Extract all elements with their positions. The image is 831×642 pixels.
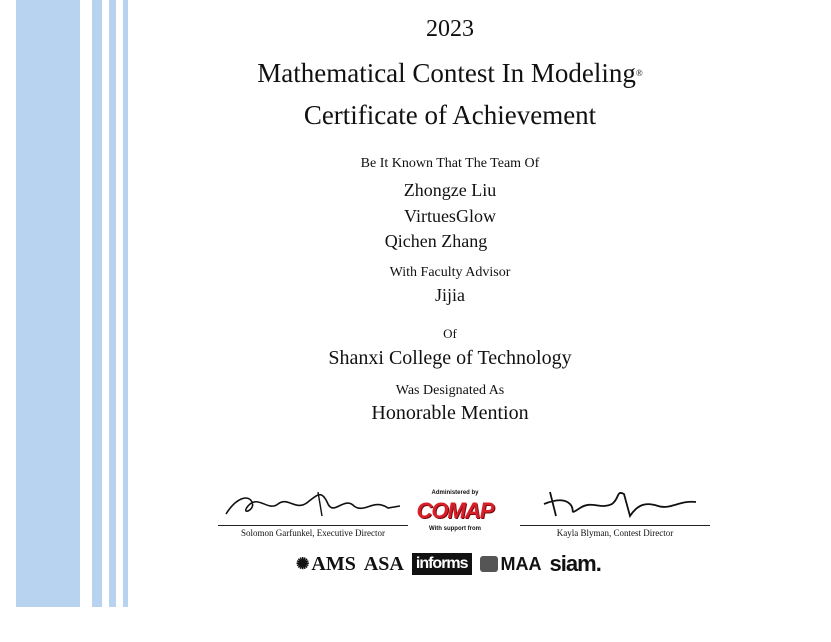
comap-block (412, 490, 498, 532)
intro-text: Be It Known That The Team Of (360, 156, 540, 171)
contest-title-text: Mathematical Contest In Modeling (257, 58, 636, 88)
support-label: With support from (429, 526, 481, 532)
ams-logo (296, 553, 356, 576)
handwritten-signature-icon (218, 486, 408, 520)
maa-text: MAA (500, 553, 542, 574)
administered-by-label: Administered by (431, 490, 479, 496)
team-members (150, 0, 750, 260)
of-label: Of (443, 326, 457, 341)
stripe-narrow (109, 0, 116, 607)
ams-text: AMS (311, 552, 356, 575)
signature-caption: Kayla Blyman, Contest Director (556, 528, 674, 538)
advisor-name: Jijia (435, 285, 465, 305)
registered-mark: ® (635, 68, 643, 78)
team-member: Zhongze Liu (403, 180, 497, 200)
stripe-thin (123, 0, 128, 607)
comap-logo: COMAP (416, 498, 494, 523)
executive-director-signature-block (218, 486, 408, 538)
institution-name: Shanxi College of Technology (328, 347, 572, 369)
siam-logo: siam. (549, 551, 601, 576)
stripe-wide (16, 0, 80, 607)
signature-caption: Solomon Garfunkel, Executive Director (241, 528, 385, 538)
certificate-title: Certificate of Achievement (303, 100, 597, 130)
certificate-year: 2023 (426, 16, 474, 42)
contest-director-signature-block (520, 486, 710, 538)
maa-icon (480, 556, 498, 572)
stripe-medium (92, 0, 102, 607)
decorative-stripes (0, 0, 140, 607)
informs-logo: informs (412, 553, 472, 575)
signature-line (520, 525, 710, 526)
award-name: Honorable Mention (371, 402, 529, 424)
asa-logo: ASA (363, 552, 404, 575)
sponsor-logos (296, 548, 646, 580)
team-member: Qichen Zhang (384, 231, 488, 251)
handwritten-signature-icon (520, 486, 710, 520)
team-member: VirtuesGlow (404, 206, 496, 226)
signature-line (218, 525, 408, 526)
ams-icon: ✺ (296, 556, 310, 573)
maa-logo (480, 554, 542, 575)
designation-label: Was Designated As (395, 383, 505, 398)
advisor-label: With Faculty Advisor (389, 265, 511, 280)
